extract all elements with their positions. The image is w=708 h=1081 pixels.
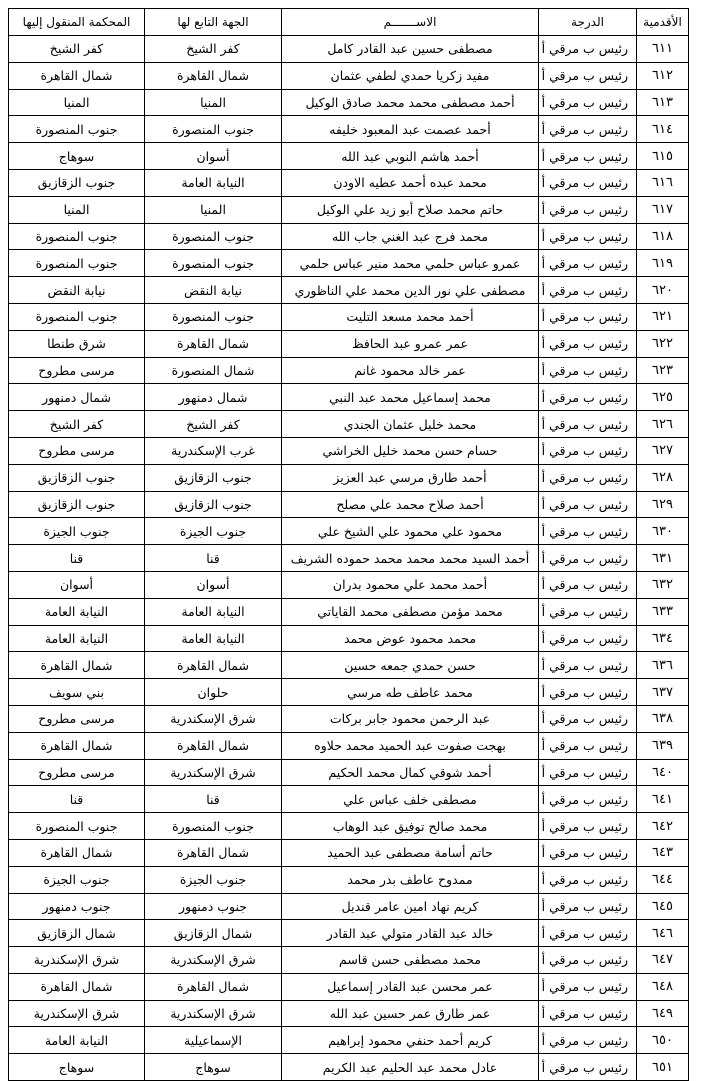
- seniority-cell: ٦٤٤: [637, 866, 689, 893]
- table-row: [9, 813, 689, 840]
- table-row: [9, 1027, 689, 1054]
- affiliation-cell: جنوب المنصورة: [145, 250, 282, 277]
- grade-cell: رئيس ب مرقي أ: [539, 518, 637, 545]
- grade-cell: رئيس ب مرقي أ: [539, 973, 637, 1000]
- name-cell: أحمد صلاح محمد علي مصلح: [282, 491, 539, 518]
- seniority-cell: ٦٢٢: [637, 330, 689, 357]
- affiliation-cell: غرب الإسكندرية: [145, 437, 282, 464]
- name-cell: محمد فرج عبد الغني جاب الله: [282, 223, 539, 250]
- affiliation-cell: جنوب الزقازيق: [145, 464, 282, 491]
- seniority-cell: ٦٣٢: [637, 571, 689, 598]
- header-court: المحكمة المنقول إليها: [9, 9, 145, 36]
- affiliation-cell: شمال القاهرة: [145, 330, 282, 357]
- affiliation-cell: شمال المنصورة: [145, 357, 282, 384]
- table-row: [9, 464, 689, 491]
- name-cell: محمد صالح توفيق عبد الوهاب: [282, 813, 539, 840]
- affiliation-cell: المنيا: [145, 196, 282, 223]
- court-cell: بني سويف: [9, 679, 145, 706]
- affiliation-cell: شرق الإسكندرية: [145, 705, 282, 732]
- table-row: [9, 491, 689, 518]
- grade-cell: رئيس ب مرقي أ: [539, 1027, 637, 1054]
- grade-cell: رئيس ب مرقي أ: [539, 196, 637, 223]
- affiliation-cell: أسوان: [145, 143, 282, 170]
- grade-cell: رئيس ب مرقي أ: [539, 1054, 637, 1081]
- seniority-cell: ٦٤٧: [637, 947, 689, 974]
- name-cell: عمر عمرو عبد الحافظ: [282, 330, 539, 357]
- seniority-cell: ٦٢٠: [637, 277, 689, 304]
- table-row: [9, 437, 689, 464]
- grade-cell: رئيس ب مرقي أ: [539, 545, 637, 572]
- table-row: [9, 143, 689, 170]
- table-row: [9, 732, 689, 759]
- seniority-cell: ٦٢٣: [637, 357, 689, 384]
- seniority-cell: ٦٣١: [637, 545, 689, 572]
- court-cell: جنوب المنصورة: [9, 813, 145, 840]
- seniority-cell: ٦٤٥: [637, 893, 689, 920]
- affiliation-cell: المنيا: [145, 89, 282, 116]
- name-cell: حاتم أسامة مصطفى عبد الحميد: [282, 839, 539, 866]
- name-cell: محمد مؤمن مصطفى محمد القاياتي: [282, 598, 539, 625]
- table-row: [9, 786, 689, 813]
- table-row: [9, 893, 689, 920]
- table-row: [9, 169, 689, 196]
- grade-cell: رئيس ب مرقي أ: [539, 866, 637, 893]
- table-row: [9, 759, 689, 786]
- seniority-cell: ٦٤٣: [637, 839, 689, 866]
- table-row: [9, 250, 689, 277]
- table-row: [9, 705, 689, 732]
- affiliation-cell: شمال دمنهور: [145, 384, 282, 411]
- grade-cell: رئيس ب مرقي أ: [539, 759, 637, 786]
- affiliation-cell: النيابة العامة: [145, 169, 282, 196]
- seniority-cell: ٦١١: [637, 36, 689, 63]
- seniority-cell: ٦١٧: [637, 196, 689, 223]
- name-cell: مفيد زكريا حمدي لطفي عثمان: [282, 62, 539, 89]
- seniority-cell: ٦١٦: [637, 169, 689, 196]
- seniority-cell: ٦٥١: [637, 1054, 689, 1081]
- name-cell: مصطفى حسين عبد القادر كامل: [282, 36, 539, 63]
- grade-cell: رئيس ب مرقي أ: [539, 411, 637, 438]
- court-cell: سوهاج: [9, 1054, 145, 1081]
- court-cell: النيابة العامة: [9, 625, 145, 652]
- court-cell: جنوب الجيزة: [9, 518, 145, 545]
- table-row: [9, 277, 689, 304]
- seniority-cell: ٦١٤: [637, 116, 689, 143]
- name-cell: مصطفى علي نور الدين محمد علي الناظوري: [282, 277, 539, 304]
- affiliation-cell: كفر الشيخ: [145, 36, 282, 63]
- seniority-cell: ٦٢٥: [637, 384, 689, 411]
- court-cell: جنوب المنصورة: [9, 116, 145, 143]
- table-row: [9, 518, 689, 545]
- table-row: [9, 652, 689, 679]
- grade-cell: رئيس ب مرقي أ: [539, 705, 637, 732]
- court-cell: شرق الإسكندرية: [9, 947, 145, 974]
- grade-cell: رئيس ب مرقي أ: [539, 277, 637, 304]
- affiliation-cell: شمال القاهرة: [145, 839, 282, 866]
- header-row: [9, 9, 689, 36]
- court-cell: جنوب الزقازيق: [9, 491, 145, 518]
- grade-cell: رئيس ب مرقي أ: [539, 357, 637, 384]
- affiliation-cell: شرق الإسكندرية: [145, 1000, 282, 1027]
- table-row: [9, 223, 689, 250]
- grade-cell: رئيس ب مرقي أ: [539, 679, 637, 706]
- grade-cell: رئيس ب مرقي أ: [539, 947, 637, 974]
- table-row: [9, 303, 689, 330]
- name-cell: عمر طارق عمر حسين عبد الله: [282, 1000, 539, 1027]
- affiliation-cell: جنوب المنصورة: [145, 223, 282, 250]
- name-cell: حسن حمدي جمعه حسين: [282, 652, 539, 679]
- seniority-cell: ٦٤٠: [637, 759, 689, 786]
- grade-cell: رئيس ب مرقي أ: [539, 143, 637, 170]
- seniority-cell: ٦٣٧: [637, 679, 689, 706]
- name-cell: محمد خليل عثمان الجندي: [282, 411, 539, 438]
- name-cell: محمد محمود عوض محمد: [282, 625, 539, 652]
- court-cell: مرسى مطروح: [9, 759, 145, 786]
- affiliation-cell: قنا: [145, 786, 282, 813]
- header-affiliation: الجهة التابع لها: [145, 9, 282, 36]
- court-cell: شمال القاهرة: [9, 62, 145, 89]
- grade-cell: رئيس ب مرقي أ: [539, 89, 637, 116]
- affiliation-cell: جنوب المنصورة: [145, 303, 282, 330]
- affiliation-cell: جنوب المنصورة: [145, 116, 282, 143]
- grade-cell: رئيس ب مرقي أ: [539, 250, 637, 277]
- court-cell: شرق طنطا: [9, 330, 145, 357]
- name-cell: أحمد طارق مرسي عبد العزيز: [282, 464, 539, 491]
- court-cell: جنوب الجيزة: [9, 866, 145, 893]
- name-cell: أحمد مصطفى محمد محمد صادق الوكيل: [282, 89, 539, 116]
- affiliation-cell: شمال الزقازيق: [145, 920, 282, 947]
- court-cell: مرسى مطروح: [9, 357, 145, 384]
- seniority-cell: ٦٢٩: [637, 491, 689, 518]
- affiliation-cell: أسوان: [145, 571, 282, 598]
- affiliation-cell: حلوان: [145, 679, 282, 706]
- name-cell: محمد إسماعيل محمد عبد النبي: [282, 384, 539, 411]
- court-cell: كفر الشيخ: [9, 36, 145, 63]
- court-cell: كفر الشيخ: [9, 411, 145, 438]
- name-cell: حسام حسن محمد خليل الخراشي: [282, 437, 539, 464]
- table-row: [9, 36, 689, 63]
- name-cell: محمد عبده أحمد عطيه الاودن: [282, 169, 539, 196]
- name-cell: عمر محسن عبد القادر إسماعيل: [282, 973, 539, 1000]
- name-cell: عمر خالد محمود غانم: [282, 357, 539, 384]
- affiliation-cell: النيابة العامة: [145, 625, 282, 652]
- court-cell: جنوب المنصورة: [9, 250, 145, 277]
- name-cell: أحمد السيد محمد محمد محمد حموده الشريف: [282, 545, 539, 572]
- table-row: [9, 973, 689, 1000]
- affiliation-cell: شمال القاهرة: [145, 732, 282, 759]
- table-row: [9, 625, 689, 652]
- table-row: [9, 545, 689, 572]
- seniority-cell: ٦٤٢: [637, 813, 689, 840]
- table-row: [9, 679, 689, 706]
- affiliation-cell: نيابة النقض: [145, 277, 282, 304]
- name-cell: عمرو عباس حلمي محمد منير عباس حلمي: [282, 250, 539, 277]
- affiliation-cell: شرق الإسكندرية: [145, 947, 282, 974]
- affiliation-cell: كفر الشيخ: [145, 411, 282, 438]
- court-cell: النيابة العامة: [9, 598, 145, 625]
- affiliation-cell: الإسماعيلية: [145, 1027, 282, 1054]
- name-cell: عبد الرحمن محمود جابر بركات: [282, 705, 539, 732]
- table-row: [9, 920, 689, 947]
- seniority-cell: ٦٣٦: [637, 652, 689, 679]
- grade-cell: رئيس ب مرقي أ: [539, 223, 637, 250]
- court-cell: النيابة العامة: [9, 1027, 145, 1054]
- table-row: [9, 1054, 689, 1081]
- seniority-cell: ٦٢٦: [637, 411, 689, 438]
- grade-cell: رئيس ب مرقي أ: [539, 893, 637, 920]
- seniority-cell: ٦٤٩: [637, 1000, 689, 1027]
- name-cell: أحمد شوقي كمال محمد الحكيم: [282, 759, 539, 786]
- name-cell: كريم نهاد امين عامر قنديل: [282, 893, 539, 920]
- seniority-cell: ٦١٢: [637, 62, 689, 89]
- table-row: [9, 571, 689, 598]
- table-row: [9, 1000, 689, 1027]
- name-cell: حاتم محمد صلاح أبو زيد علي الوكيل: [282, 196, 539, 223]
- court-cell: مرسى مطروح: [9, 705, 145, 732]
- court-cell: جنوب المنصورة: [9, 223, 145, 250]
- court-cell: شمال القاهرة: [9, 652, 145, 679]
- grade-cell: رئيس ب مرقي أ: [539, 464, 637, 491]
- court-cell: جنوب دمنهور: [9, 893, 145, 920]
- court-cell: جنوب الزقازيق: [9, 464, 145, 491]
- seniority-cell: ٦٥٠: [637, 1027, 689, 1054]
- grade-cell: رئيس ب مرقي أ: [539, 330, 637, 357]
- table-row: [9, 411, 689, 438]
- court-cell: مرسى مطروح: [9, 437, 145, 464]
- seniority-cell: ٦١٩: [637, 250, 689, 277]
- grade-cell: رئيس ب مرقي أ: [539, 786, 637, 813]
- grade-cell: رئيس ب مرقي أ: [539, 491, 637, 518]
- seniority-cell: ٦٢١: [637, 303, 689, 330]
- name-cell: محمد مصطفى حسن قاسم: [282, 947, 539, 974]
- table-row: [9, 89, 689, 116]
- seniority-cell: ٦٣٠: [637, 518, 689, 545]
- name-cell: خالد عبد القادر متولي عبد القادر: [282, 920, 539, 947]
- affiliation-cell: شمال القاهرة: [145, 62, 282, 89]
- header-name: الاســـــــم: [282, 9, 539, 36]
- seniority-cell: ٦٢٧: [637, 437, 689, 464]
- grade-cell: رئيس ب مرقي أ: [539, 839, 637, 866]
- court-cell: قنا: [9, 545, 145, 572]
- name-cell: أحمد محمد مسعد التليت: [282, 303, 539, 330]
- affiliation-cell: جنوب الزقازيق: [145, 491, 282, 518]
- affiliation-cell: جنوب الجيزة: [145, 866, 282, 893]
- grade-cell: رئيس ب مرقي أ: [539, 303, 637, 330]
- name-cell: محمد عاطف طه مرسي: [282, 679, 539, 706]
- affiliation-cell: النيابة العامة: [145, 598, 282, 625]
- grade-cell: رئيس ب مرقي أ: [539, 813, 637, 840]
- seniority-cell: ٦٤٦: [637, 920, 689, 947]
- court-cell: شمال القاهرة: [9, 973, 145, 1000]
- court-cell: شمال القاهرة: [9, 732, 145, 759]
- affiliation-cell: جنوب الجيزة: [145, 518, 282, 545]
- grade-cell: رئيس ب مرقي أ: [539, 437, 637, 464]
- seniority-cell: ٦١٥: [637, 143, 689, 170]
- seniority-cell: ٦٣٣: [637, 598, 689, 625]
- court-cell: جنوب المنصورة: [9, 303, 145, 330]
- grade-cell: رئيس ب مرقي أ: [539, 571, 637, 598]
- grade-cell: رئيس ب مرقي أ: [539, 652, 637, 679]
- header-grade: الدرجة: [539, 9, 637, 36]
- grade-cell: رئيس ب مرقي أ: [539, 116, 637, 143]
- table-row: [9, 330, 689, 357]
- affiliation-cell: جنوب دمنهور: [145, 893, 282, 920]
- seniority-cell: ٦١٨: [637, 223, 689, 250]
- table-row: [9, 598, 689, 625]
- table-row: [9, 62, 689, 89]
- seniority-cell: ٦٣٤: [637, 625, 689, 652]
- grade-cell: رئيس ب مرقي أ: [539, 169, 637, 196]
- grade-cell: رئيس ب مرقي أ: [539, 384, 637, 411]
- table-row: [9, 866, 689, 893]
- table-row: [9, 357, 689, 384]
- header-seniority: الأقدمية: [637, 9, 689, 36]
- seniority-cell: ٦٤١: [637, 786, 689, 813]
- table-row: [9, 116, 689, 143]
- affiliation-cell: شرق الإسكندرية: [145, 759, 282, 786]
- name-cell: محمود علي محمود علي الشيخ علي: [282, 518, 539, 545]
- name-cell: كريم أحمد حنفي محمود إبراهيم: [282, 1027, 539, 1054]
- seniority-cell: ٦١٣: [637, 89, 689, 116]
- name-cell: ممدوح عاطف بدر محمد: [282, 866, 539, 893]
- table-row: [9, 839, 689, 866]
- court-cell: نيابة النقض: [9, 277, 145, 304]
- affiliation-cell: شمال القاهرة: [145, 973, 282, 1000]
- name-cell: عادل محمد عبد الحليم عبد الكريم: [282, 1054, 539, 1081]
- name-cell: أحمد عصمت عبد المعبود خليفه: [282, 116, 539, 143]
- court-cell: جنوب الزقازيق: [9, 169, 145, 196]
- court-cell: المنيا: [9, 196, 145, 223]
- grade-cell: رئيس ب مرقي أ: [539, 920, 637, 947]
- table-row: [9, 947, 689, 974]
- affiliation-cell: شمال القاهرة: [145, 652, 282, 679]
- court-cell: سوهاج: [9, 143, 145, 170]
- grade-cell: رئيس ب مرقي أ: [539, 598, 637, 625]
- court-cell: شمال القاهرة: [9, 839, 145, 866]
- affiliation-cell: سوهاج: [145, 1054, 282, 1081]
- grade-cell: رئيس ب مرقي أ: [539, 62, 637, 89]
- court-cell: أسوان: [9, 571, 145, 598]
- grade-cell: رئيس ب مرقي أ: [539, 732, 637, 759]
- grade-cell: رئيس ب مرقي أ: [539, 625, 637, 652]
- seniority-cell: ٦٤٨: [637, 973, 689, 1000]
- grade-cell: رئيس ب مرقي أ: [539, 36, 637, 63]
- name-cell: أحمد محمد علي محمود بدران: [282, 571, 539, 598]
- court-cell: المنيا: [9, 89, 145, 116]
- affiliation-cell: جنوب المنصورة: [145, 813, 282, 840]
- name-cell: بهجت صفوت عبد الحميد محمد حلاوه: [282, 732, 539, 759]
- seniority-cell: ٦٣٩: [637, 732, 689, 759]
- name-cell: مصطفى خلف عباس علي: [282, 786, 539, 813]
- grade-cell: رئيس ب مرقي أ: [539, 1000, 637, 1027]
- seniority-cell: ٦٢٨: [637, 464, 689, 491]
- table-row: [9, 196, 689, 223]
- court-cell: شمال دمنهور: [9, 384, 145, 411]
- court-cell: شمال الزقازيق: [9, 920, 145, 947]
- name-cell: أحمد هاشم النوبي عبد الله: [282, 143, 539, 170]
- affiliation-cell: قنا: [145, 545, 282, 572]
- transfer-table: [8, 8, 689, 1081]
- court-cell: شرق الإسكندرية: [9, 1000, 145, 1027]
- seniority-cell: ٦٣٨: [637, 705, 689, 732]
- table-row: [9, 384, 689, 411]
- court-cell: قنا: [9, 786, 145, 813]
